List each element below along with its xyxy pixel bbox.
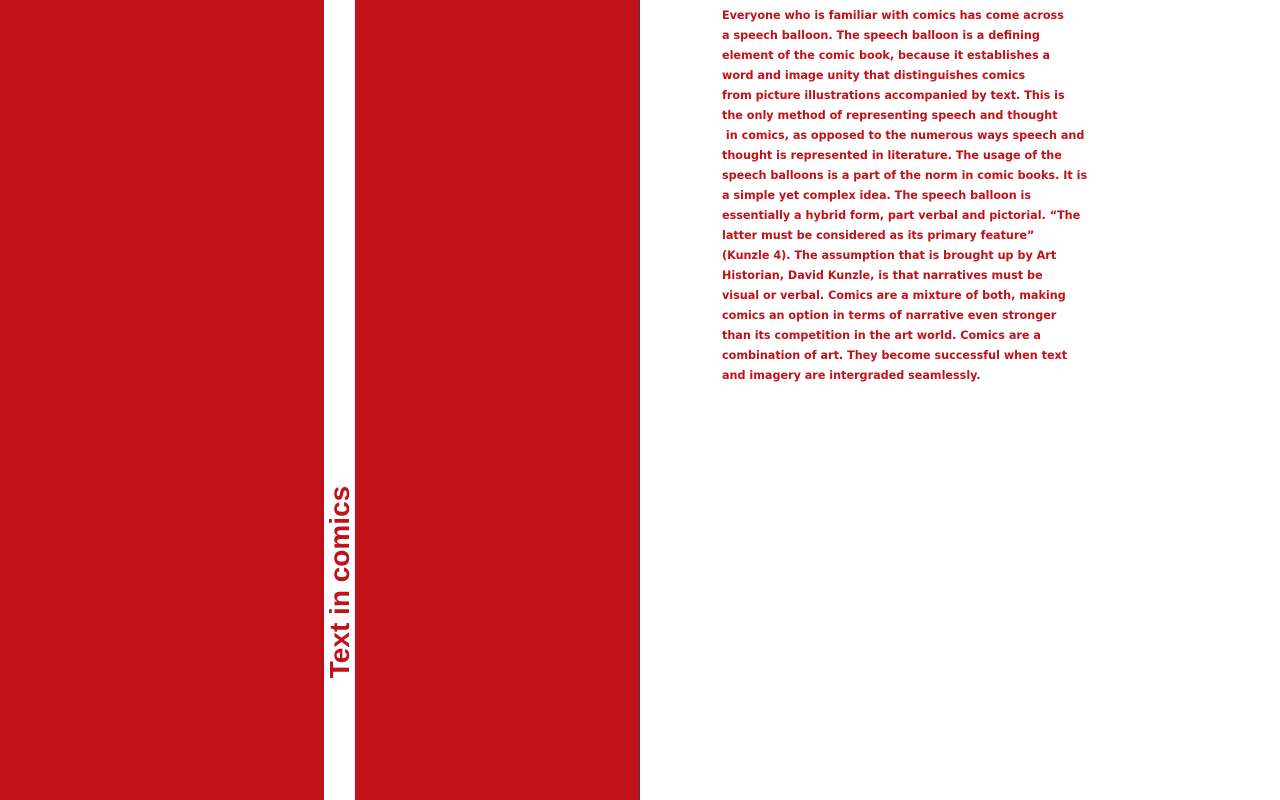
title-gutter xyxy=(324,0,355,800)
body-line: latter must be considered as its primary feature” xyxy=(722,229,1035,242)
body-line: word and image unity that distinguishes comics xyxy=(722,69,1026,82)
red-color-block-left xyxy=(0,0,324,800)
body-line: than its competition in the art world. Comics are a xyxy=(722,329,1041,342)
body-line: a speech balloon. The speech balloon is a defining xyxy=(722,29,1040,42)
body-line: and imagery are intergraded seamlessly. xyxy=(722,369,981,382)
body-line: Historian, David Kunzle, is that narratives must be xyxy=(722,269,1043,282)
body-line: the only method of representing speech and thought xyxy=(722,109,1058,122)
body-line: comics an option in terms of narrative even stronger xyxy=(722,309,1057,322)
body-line: a simple yet complex idea. The speech balloon is xyxy=(722,189,1032,202)
body-line: visual or verbal. Comics are a mixture of both, making xyxy=(722,289,1066,302)
page-title: Text in comics xyxy=(323,485,355,679)
body-line: thought is represented in literature. The usage of the xyxy=(722,149,1062,162)
red-color-block-right xyxy=(355,0,640,800)
body-line: in comics, as opposed to the numerous ways speech and xyxy=(722,129,1085,142)
body-line: from picture illustrations accompanied by text. This is xyxy=(722,89,1065,102)
body-line: essentially a hybrid form, part verbal and pictorial. “The xyxy=(722,209,1081,222)
body-paragraph xyxy=(722,6,1088,386)
body-line: element of the comic book, because it establishes a xyxy=(722,49,1051,62)
body-line: combination of art. They become successful when text xyxy=(722,349,1068,362)
body-line: Everyone who is familiar with comics has come across xyxy=(722,9,1064,22)
body-line: speech balloons is a part of the norm in comic books. It is xyxy=(722,169,1088,182)
body-line: (Kunzle 4). The assumption that is brought up by Art xyxy=(722,249,1057,262)
